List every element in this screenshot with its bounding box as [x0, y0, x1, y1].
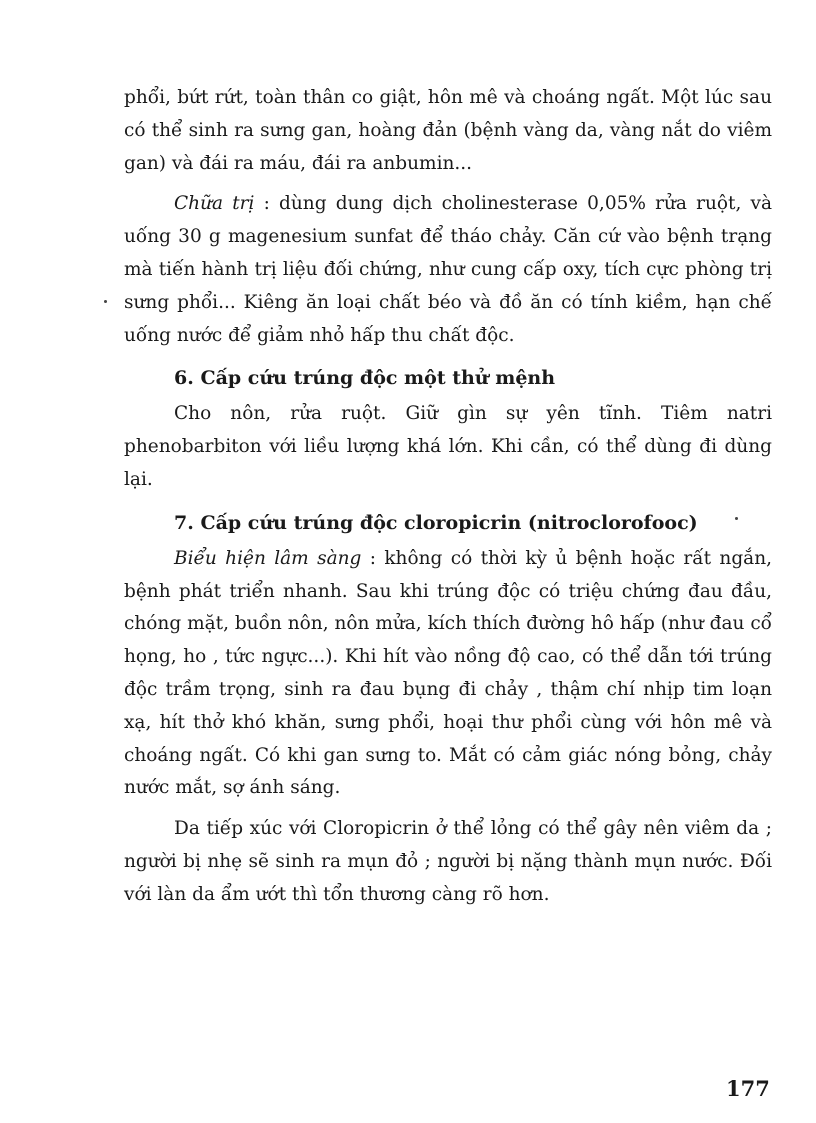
- scan-speck: [735, 517, 738, 520]
- paragraph-treatment-1: [124, 188, 772, 352]
- paragraph-text: phổi, bứt rứt, toàn thân co giật, hôn mê và choáng ngất. Một lúc sau có thể sinh ra sưng gan, hoàng đản (bệnh vàng da, vàng nắt do viêm gan) và đái ra máu, đái ra anbumin...: [124, 87, 772, 174]
- page-number: 177: [726, 1076, 770, 1101]
- paragraph-text: : không có thời kỳ ủ bệnh hoặc rất ngắn, bệnh phát triển nhanh. Sau khi trúng độc có triệu chứng đau đầu, chóng mặt, buồn nôn, nôn mửa, kích thích đường hô hấp (như đau cổ họng, ho , tức ngực...). Khi hít vào nồng độ cao, có thể dẫn tới trúng độc trầm trọng, sinh ra đau bụng đi chảy , thậm chí nhịp tim loạn xạ, hít thở khó khăn, sưng phổi, hoại thư phổi cùng với hôn mê và choáng ngất. Có khi gan sưng to. Mắt có cảm giác nóng bỏng, chảy nước mắt, sợ ánh sáng.: [124, 547, 772, 799]
- section-heading-7: 7. Cấp cứu trúng độc cloropicrin (nitroclorofooc): [174, 511, 698, 534]
- section-heading-6: 6. Cấp cứu trúng độc một thử mệnh: [174, 367, 556, 390]
- page-body: [124, 82, 772, 920]
- paragraph-skin-contact: [124, 813, 772, 911]
- paragraph-text: Da tiếp xúc với Cloropicrin ở thể lỏng có thể gây nên viêm da ; người bị nhẹ sẽ sinh ra mụn đỏ ; người bị nặng thành mụn nước. Đối với làn da ẩm ướt thì tổn thương càng rõ hơn.: [124, 818, 772, 905]
- paragraph-text: : dùng dung dịch cholinesterase 0,05% rửa ruột, và uống 30 g magenesium sunfat để tháo chảy. Căn cứ vào bệnh trạng mà tiến hành trị liệu đối chứng, như cung cấp oxy, tích cực phòng trị sưng phổi... Kiêng ăn loại chất béo và đồ ăn có tính kiềm, hạn chế uống nước để giảm nhỏ hấp thu chất độc.: [124, 193, 772, 346]
- paragraph-section-6: [124, 398, 772, 496]
- scan-speck: [104, 300, 107, 303]
- treatment-lead: Chữa trị: [174, 193, 255, 215]
- paragraph-text: Cho nôn, rửa ruột. Giữ gìn sự yên tĩnh. Tiêm natri phenobarbiton với liều lượng khá lớn. Khi cần, có thể dùng đi dùng lại.: [124, 403, 772, 490]
- clinical-signs-lead: Biểu hiện lâm sàng: [174, 547, 362, 569]
- paragraph-clinical-signs: [124, 543, 772, 805]
- paragraph-continued-symptoms: [124, 82, 772, 180]
